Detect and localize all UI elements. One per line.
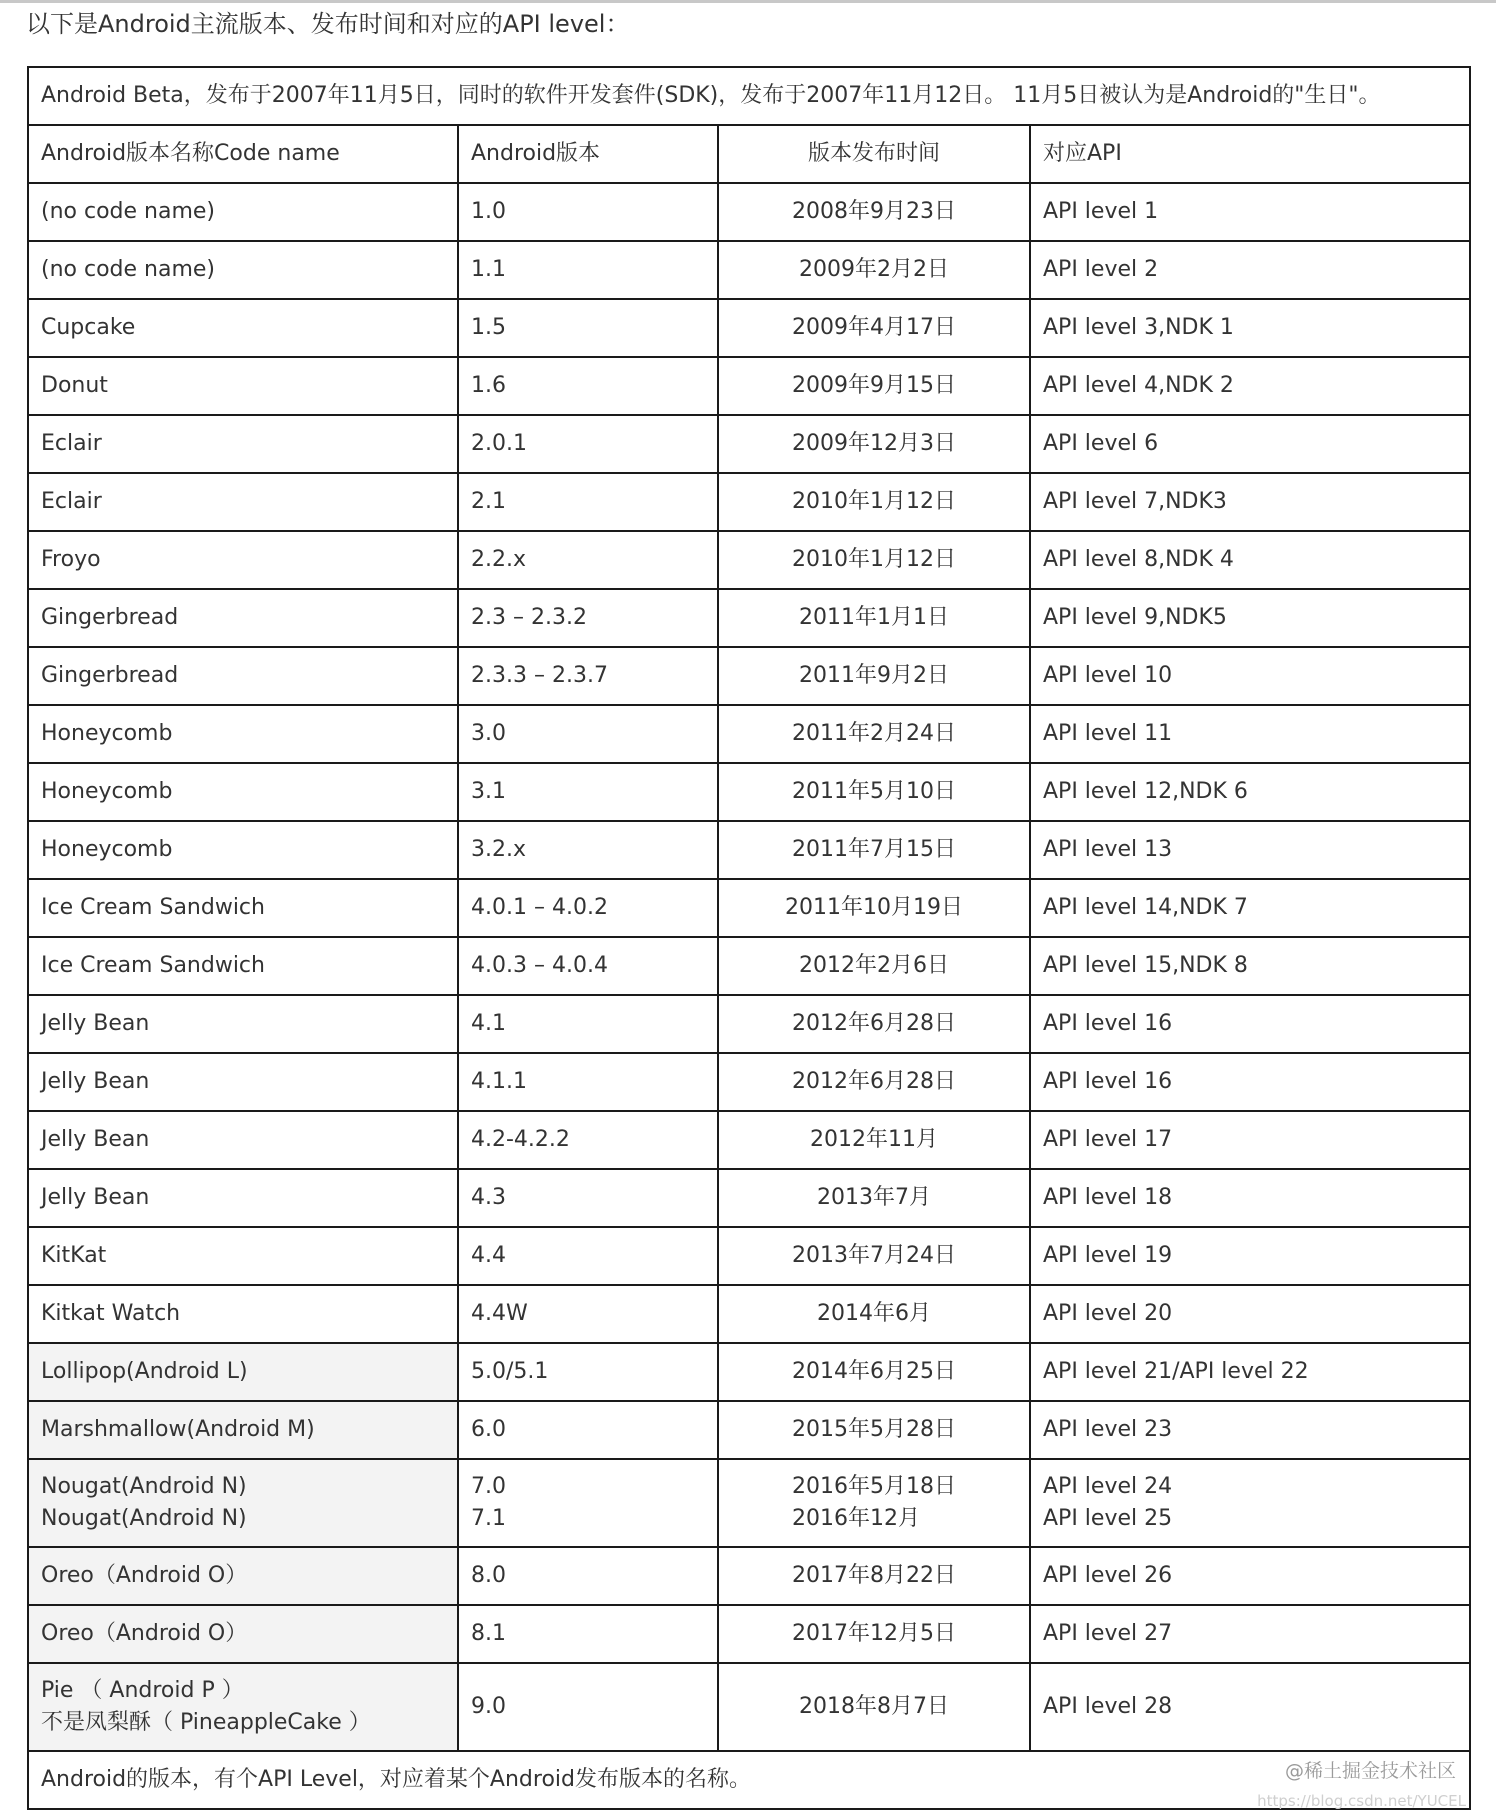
code-name-cell: Gingerbread: [28, 589, 458, 647]
version-cell: 4.1.1: [458, 1053, 718, 1111]
version-cell: 2.3 – 2.3.2: [458, 589, 718, 647]
bottom-note-row: [28, 1751, 1470, 1809]
code-name-cell: (no code name): [28, 183, 458, 241]
code-name-cell: (no code name): [28, 241, 458, 299]
code-name-cell: [28, 1459, 458, 1547]
bottom-note: Android的版本，有个API Level，对应着某个Android发布版本的名称。: [28, 1751, 1470, 1809]
api-level-cell: API level 12,NDK 6: [1030, 763, 1470, 821]
api-level-cell: API level 23: [1030, 1401, 1470, 1459]
release-date-cell: 2014年6月: [718, 1285, 1030, 1343]
release-date-cell: 2017年8月22日: [718, 1547, 1030, 1605]
version-cell: 9.0: [458, 1663, 718, 1751]
version-cell: [458, 1459, 718, 1547]
top-note-row: [28, 67, 1470, 125]
release-date-cell: 2009年9月15日: [718, 357, 1030, 415]
header-api: 对应API: [1030, 125, 1470, 183]
release-date-cell: 2011年5月10日: [718, 763, 1030, 821]
code-name-cell: Jelly Bean: [28, 995, 458, 1053]
table-row: [28, 357, 1470, 415]
api-level-cell: API level 20: [1030, 1285, 1470, 1343]
release-date-cell: 2018年8月7日: [718, 1663, 1030, 1751]
release-date-cell: 2011年10月19日: [718, 879, 1030, 937]
table-row: [28, 821, 1470, 879]
table-row: [28, 299, 1470, 357]
table-row: [28, 241, 1470, 299]
api-level-cell: [1030, 1459, 1470, 1547]
code-name-cell: Oreo（Android O）: [28, 1605, 458, 1663]
api-level-cell: API level 18: [1030, 1169, 1470, 1227]
api-level-cell: API level 10: [1030, 647, 1470, 705]
release-date-line: 2016年12月: [792, 1506, 920, 1531]
code-name-cell: Ice Cream Sandwich: [28, 879, 458, 937]
code-name-line: 不是凤梨酥（ PineappleCake ）: [41, 1710, 371, 1735]
api-level-cell: API level 9,NDK5: [1030, 589, 1470, 647]
api-level-cell: API level 19: [1030, 1227, 1470, 1285]
table-row: [28, 589, 1470, 647]
code-name-line: Pie （ Android P ）: [41, 1678, 244, 1703]
code-name-cell: Kitkat Watch: [28, 1285, 458, 1343]
version-cell: 4.0.1 – 4.0.2: [458, 879, 718, 937]
version-cell: 3.0: [458, 705, 718, 763]
api-level-cell: API level 4,NDK 2: [1030, 357, 1470, 415]
intro-text: 以下是Android主流版本、发布时间和对应的API level：: [26, 10, 630, 38]
table-row: [28, 1605, 1470, 1663]
version-line: 7.0: [471, 1474, 506, 1499]
table-row: [28, 1227, 1470, 1285]
version-cell: 2.1: [458, 473, 718, 531]
table-row: [28, 1547, 1470, 1605]
version-cell: 8.1: [458, 1605, 718, 1663]
release-date-cell: 2015年5月28日: [718, 1401, 1030, 1459]
api-level-cell: API level 3,NDK 1: [1030, 299, 1470, 357]
api-level-cell: API level 11: [1030, 705, 1470, 763]
api-level-cell: API level 16: [1030, 995, 1470, 1053]
version-cell: 3.2.x: [458, 821, 718, 879]
release-date-cell: 2017年12月5日: [718, 1605, 1030, 1663]
table-row: [28, 183, 1470, 241]
release-date-cell: 2013年7月: [718, 1169, 1030, 1227]
version-cell: 1.6: [458, 357, 718, 415]
version-cell: 5.0/5.1: [458, 1343, 718, 1401]
watermark: @稀土掘金技术社区: [1284, 1760, 1456, 1782]
release-date-cell: 2011年7月15日: [718, 821, 1030, 879]
version-cell: 1.0: [458, 183, 718, 241]
release-date-line: 2016年5月18日: [792, 1474, 956, 1499]
release-date-cell: 2008年9月23日: [718, 183, 1030, 241]
code-name-cell: Jelly Bean: [28, 1053, 458, 1111]
version-cell: 4.2-4.2.2: [458, 1111, 718, 1169]
version-cell: 6.0: [458, 1401, 718, 1459]
api-level-cell: API level 16: [1030, 1053, 1470, 1111]
version-cell: 4.4W: [458, 1285, 718, 1343]
android-versions-table: [27, 66, 1471, 1810]
header-row: [28, 125, 1470, 183]
api-level-line: API level 25: [1043, 1506, 1173, 1531]
code-name-cell: Cupcake: [28, 299, 458, 357]
top-note: Android Beta，发布于2007年11月5日，同时的软件开发套件(SDK)，发布于2007年11月12日。 11月5日被认为是Android的"生日"。: [28, 67, 1470, 125]
api-level-cell: API level 28: [1030, 1663, 1470, 1751]
api-level-cell: API level 14,NDK 7: [1030, 879, 1470, 937]
code-name-cell: Froyo: [28, 531, 458, 589]
header-version: Android版本: [458, 125, 718, 183]
table-row: [28, 415, 1470, 473]
api-level-cell: API level 2: [1030, 241, 1470, 299]
version-cell: 4.1: [458, 995, 718, 1053]
code-name-line: Nougat(Android N): [41, 1474, 247, 1499]
version-cell: 1.5: [458, 299, 718, 357]
code-name-cell: KitKat: [28, 1227, 458, 1285]
code-name-cell: Gingerbread: [28, 647, 458, 705]
api-level-cell: API level 7,NDK3: [1030, 473, 1470, 531]
code-name-cell: Ice Cream Sandwich: [28, 937, 458, 995]
table-row-pie: [28, 1663, 1470, 1751]
table-row: [28, 879, 1470, 937]
version-cell: 2.3.3 – 2.3.7: [458, 647, 718, 705]
release-date-cell: 2012年11月: [718, 1111, 1030, 1169]
table-row: [28, 995, 1470, 1053]
table-row: [28, 937, 1470, 995]
api-level-cell: API level 6: [1030, 415, 1470, 473]
table-row: [28, 705, 1470, 763]
table-row: [28, 1169, 1470, 1227]
table-row: [28, 1401, 1470, 1459]
api-level-cell: API level 15,NDK 8: [1030, 937, 1470, 995]
header-code-name: Android版本名称Code name: [28, 125, 458, 183]
api-level-cell: API level 26: [1030, 1547, 1470, 1605]
code-name-cell: [28, 1663, 458, 1751]
header-release-date: 版本发布时间: [718, 125, 1030, 183]
table-row: [28, 1053, 1470, 1111]
release-date-cell: 2012年6月28日: [718, 995, 1030, 1053]
code-name-cell: Jelly Bean: [28, 1169, 458, 1227]
api-level-cell: API level 13: [1030, 821, 1470, 879]
release-date-cell: 2012年6月28日: [718, 1053, 1030, 1111]
version-cell: 4.4: [458, 1227, 718, 1285]
release-date-cell: 2010年1月12日: [718, 531, 1030, 589]
version-cell: 8.0: [458, 1547, 718, 1605]
table-row: [28, 1343, 1470, 1401]
release-date-cell: 2013年7月24日: [718, 1227, 1030, 1285]
url-watermark: https://blog.csdn.net/YUCEL: [1257, 1792, 1466, 1810]
code-name-cell: Lollipop(Android L): [28, 1343, 458, 1401]
api-level-line: API level 24: [1043, 1474, 1173, 1499]
version-cell: 2.0.1: [458, 415, 718, 473]
code-name-cell: Eclair: [28, 415, 458, 473]
release-date-cell: 2009年2月2日: [718, 241, 1030, 299]
code-name-cell: Jelly Bean: [28, 1111, 458, 1169]
code-name-cell: Honeycomb: [28, 705, 458, 763]
top-divider: [0, 0, 1496, 3]
table-row: [28, 1285, 1470, 1343]
release-date-cell: 2012年2月6日: [718, 937, 1030, 995]
version-cell: 1.1: [458, 241, 718, 299]
code-name-cell: Oreo（Android O）: [28, 1547, 458, 1605]
api-level-cell: API level 17: [1030, 1111, 1470, 1169]
table-row: [28, 531, 1470, 589]
code-name-cell: Eclair: [28, 473, 458, 531]
api-level-cell: API level 1: [1030, 183, 1470, 241]
release-date-cell: 2011年2月24日: [718, 705, 1030, 763]
release-date-cell: 2009年12月3日: [718, 415, 1030, 473]
version-cell: 2.2.x: [458, 531, 718, 589]
code-name-cell: Honeycomb: [28, 821, 458, 879]
code-name-cell: Marshmallow(Android M): [28, 1401, 458, 1459]
version-cell: 4.0.3 – 4.0.4: [458, 937, 718, 995]
table-row: [28, 763, 1470, 821]
release-date-cell: 2010年1月12日: [718, 473, 1030, 531]
version-cell: 3.1: [458, 763, 718, 821]
version-line: 7.1: [471, 1506, 506, 1531]
release-date-cell: 2014年6月25日: [718, 1343, 1030, 1401]
release-date-cell: 2009年4月17日: [718, 299, 1030, 357]
code-name-cell: Honeycomb: [28, 763, 458, 821]
table-row-nougat: [28, 1459, 1470, 1547]
api-level-cell: API level 8,NDK 4: [1030, 531, 1470, 589]
release-date-lines: [792, 1471, 956, 1535]
code-name-line: Nougat(Android N): [41, 1506, 247, 1531]
release-date-cell: 2011年9月2日: [718, 647, 1030, 705]
code-name-cell: Donut: [28, 357, 458, 415]
release-date-cell: 2011年1月1日: [718, 589, 1030, 647]
api-level-cell: API level 27: [1030, 1605, 1470, 1663]
table-row: [28, 647, 1470, 705]
version-cell: 4.3: [458, 1169, 718, 1227]
api-level-cell: API level 21/API level 22: [1030, 1343, 1470, 1401]
table-row: [28, 473, 1470, 531]
release-date-cell: [718, 1459, 1030, 1547]
table-row: [28, 1111, 1470, 1169]
